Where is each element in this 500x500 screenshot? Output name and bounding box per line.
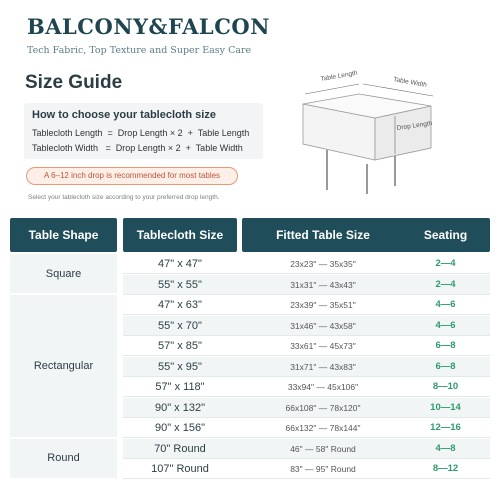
tablecloth-size-cell: 55" x 70" <box>158 319 202 332</box>
tablecloth-size-cell: 55" x 55" <box>158 278 202 291</box>
tablecloth-size-cell: 57" x 85" <box>158 340 202 352</box>
table-row <box>123 459 490 479</box>
table-row <box>123 254 490 274</box>
table-row <box>123 439 490 459</box>
table-row <box>123 357 490 377</box>
table-row <box>123 377 490 397</box>
header-table-shape: Table Shape <box>10 218 117 252</box>
drop-length-label: Drop Length <box>396 120 433 132</box>
seating-cell: 10—14 <box>430 401 461 413</box>
formula-length: Tablecloth Length = Drop Length × 2 + Table Length <box>32 128 250 138</box>
table-row <box>123 316 490 336</box>
fitted-size-cell: 66x132" — 78x144" <box>285 423 361 433</box>
formula-width: Tablecloth Width = Drop Length × 2 + Table Width <box>32 143 243 153</box>
tablecloth-size-cell: 70" Round <box>154 442 206 455</box>
fitted-size-cell: 46" — 58" Round <box>290 443 356 454</box>
fitted-size-cell: 23x39" — 35x51" <box>290 300 356 310</box>
fitted-size-cell: 33x61" — 45x73" <box>290 341 356 351</box>
seating-cell: 4—6 <box>435 299 456 310</box>
brand-tagline: Tech Fabric, Top Texture and Super Easy Care <box>27 45 252 56</box>
table-length-label: Table Length <box>320 69 359 83</box>
select-note: Select your tablecloth size according to your preferred drop length. <box>28 194 220 201</box>
shape-cell: Round <box>10 439 117 478</box>
length-dimension-line <box>305 84 359 94</box>
tablecloth-size-cell: 47" x 63" <box>158 299 202 311</box>
seating-cell: 2—4 <box>435 278 456 290</box>
fitted-size-cell: 31x71" — 43x83" <box>290 361 356 372</box>
seating-cell: 8—10 <box>432 381 459 392</box>
tablecloth-size-cell: 47" x 47" <box>158 258 202 270</box>
tablecloth-size-cell: 90" x 156" <box>154 422 205 434</box>
howto-box <box>24 103 263 159</box>
seating-cell: 6—8 <box>435 340 456 351</box>
shape-cell: Rectangular <box>10 295 117 437</box>
table-row <box>123 295 490 315</box>
brand-logo-text: BALCONY&FALCON <box>27 14 270 39</box>
page-title: Size Guide <box>25 72 123 93</box>
table-row <box>123 275 490 295</box>
tablecloth-size-cell: 107" Round <box>151 463 209 475</box>
tablecloth-size-cell: 55" x 95" <box>158 360 202 373</box>
tablecloth-diagram <box>283 68 453 198</box>
howto-title: How to choose your tablecloth size <box>32 109 216 121</box>
table-row <box>123 418 490 438</box>
row-divider <box>123 478 490 479</box>
table-row <box>123 398 490 418</box>
fitted-size-cell: 31x46" — 43x58" <box>290 320 356 331</box>
seating-cell: 12—16 <box>430 422 461 433</box>
fitted-size-cell: 31x31" — 43x43" <box>290 279 356 290</box>
tablecloth-size-cell: 57" x 118" <box>155 381 205 393</box>
fitted-size-cell: 83" — 95" Round <box>290 464 356 474</box>
seating-cell: 2—4 <box>435 258 456 269</box>
seating-cell: 6—8 <box>435 360 456 372</box>
table-body <box>10 254 490 498</box>
table-header-row <box>10 218 490 252</box>
tablecloth-size-cell: 90" x 132" <box>154 401 205 414</box>
seating-cell: 8—12 <box>432 463 459 474</box>
table-row <box>123 336 490 356</box>
fitted-size-cell: 66x108" — 78x120" <box>285 402 361 413</box>
header-tablecloth-size: Tablecloth Size <box>123 218 237 252</box>
drop-recommendation-badge: A 6–12 inch drop is recommended for most tables <box>26 167 238 185</box>
seating-cell: 4—8 <box>435 442 456 454</box>
table-width-label: Table Width <box>392 76 428 89</box>
header-fitted-table-size: Fitted Table Size <box>242 218 404 252</box>
shape-cell: Square <box>10 254 117 293</box>
fitted-size-cell: 33x94" — 45x106" <box>287 382 359 392</box>
header-seating: Seating <box>401 218 490 252</box>
seating-cell: 4—6 <box>435 319 456 331</box>
fitted-size-cell: 23x23" — 35x35" <box>290 259 356 269</box>
